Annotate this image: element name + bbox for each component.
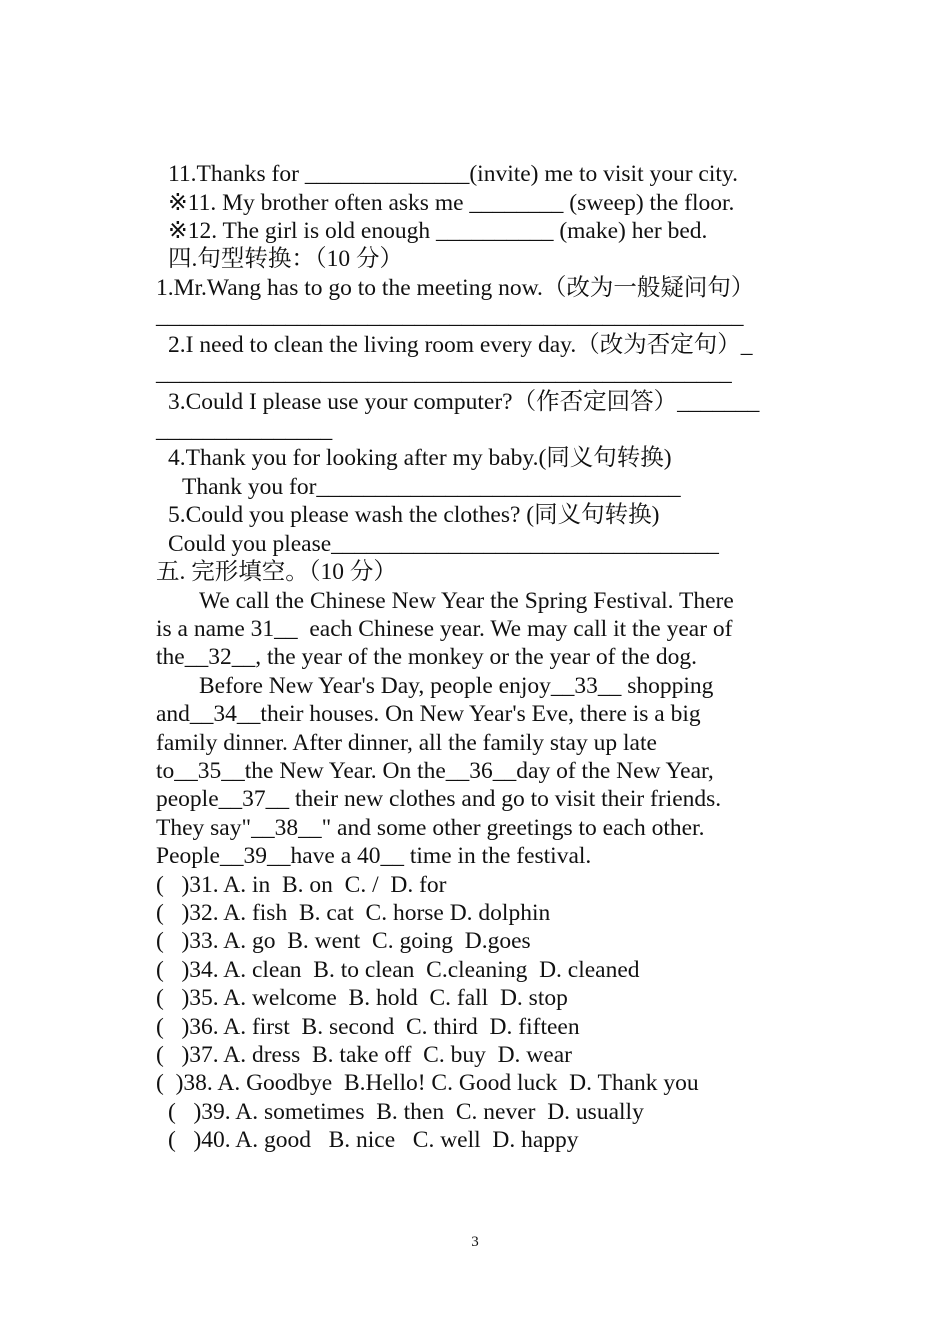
passage-line: to__35__the New Year. On the__36__day of the New Year, — [156, 758, 714, 784]
passage-line: and__34__their houses. On New Year's Eve, there is a big — [156, 701, 701, 727]
passage-line: is a name 31__ each Chinese year. We may call it the year of — [156, 616, 733, 642]
answer-line: Could you please_________________________________ — [168, 531, 719, 557]
transform-item: 1.Mr.Wang has to go to the meeting now.（改为一般疑问句） — [156, 275, 755, 301]
section-4-heading: 四.句型转换：（10 分） — [168, 246, 403, 272]
choice-line: ( )31. A. in B. on C. / D. for — [156, 872, 447, 898]
answer-line: Thank you for_______________________________ — [182, 474, 681, 500]
choice-line: ( )38. A. Goodbye B.Hello! C. Good luck D. Thank you — [156, 1070, 699, 1096]
page-number: 3 — [471, 1234, 479, 1250]
passage-line: the__32__, the year of the monkey or the year of the dog. — [156, 644, 697, 670]
question-12: ※12. The girl is old enough __________ (make) her bed. — [168, 218, 708, 244]
choice-line: ( )32. A. fish B. cat C. horse D. dolphin — [156, 900, 551, 926]
choice-line: ( )33. A. go B. went C. going D.goes — [156, 928, 531, 954]
passage-line: People__39__have a 40__ time in the festival. — [156, 843, 592, 869]
answer-line: __________________________________________________ — [156, 303, 744, 329]
passage-line: people__37__ their new clothes and go to visit their friends. — [156, 786, 722, 812]
transform-item: 5.Could you please wash the clothes? (同义句转换) — [168, 502, 660, 528]
choice-line: ( )34. A. clean B. to clean C.cleaning D. cleaned — [156, 957, 640, 983]
question-11b: ※11. My brother often asks me ________ (sweep) the floor. — [168, 190, 735, 216]
transform-item: 3.Could I please use your computer?（作否定回答）_______ — [168, 389, 760, 415]
answer-line: _______________ — [156, 417, 333, 443]
choice-line: ( )40. A. good B. nice C. well D. happy — [168, 1127, 579, 1153]
question-11a: 11.Thanks for ______________(invite) me to visit your city. — [168, 161, 739, 187]
choice-line: ( )39. A. sometimes B. then C. never D. usually — [168, 1099, 644, 1125]
section-5-heading: 五. 完形填空。（10 分） — [156, 559, 397, 585]
passage-line: Before New Year's Day, people enjoy__33__ shopping — [199, 673, 714, 699]
choice-line: ( )35. A. welcome B. hold C. fall D. stop — [156, 985, 568, 1011]
passage-line: They say"__38__" and some other greetings to each other. — [156, 815, 705, 841]
transform-item: 2.I need to clean the living room every day.（改为否定句）_ — [168, 332, 753, 358]
passage-line: family dinner. After dinner, all the family stay up late — [156, 730, 657, 756]
transform-item: 4.Thank you for looking after my baby.(同义句转换) — [168, 445, 672, 471]
passage-line: We call the Chinese New Year the Spring Festival. There — [199, 588, 734, 614]
answer-line: _________________________________________________ — [156, 360, 732, 386]
choice-line: ( )36. A. first B. second C. third D. fifteen — [156, 1014, 580, 1040]
choice-line: ( )37. A. dress B. take off C. buy D. wear — [156, 1042, 572, 1068]
